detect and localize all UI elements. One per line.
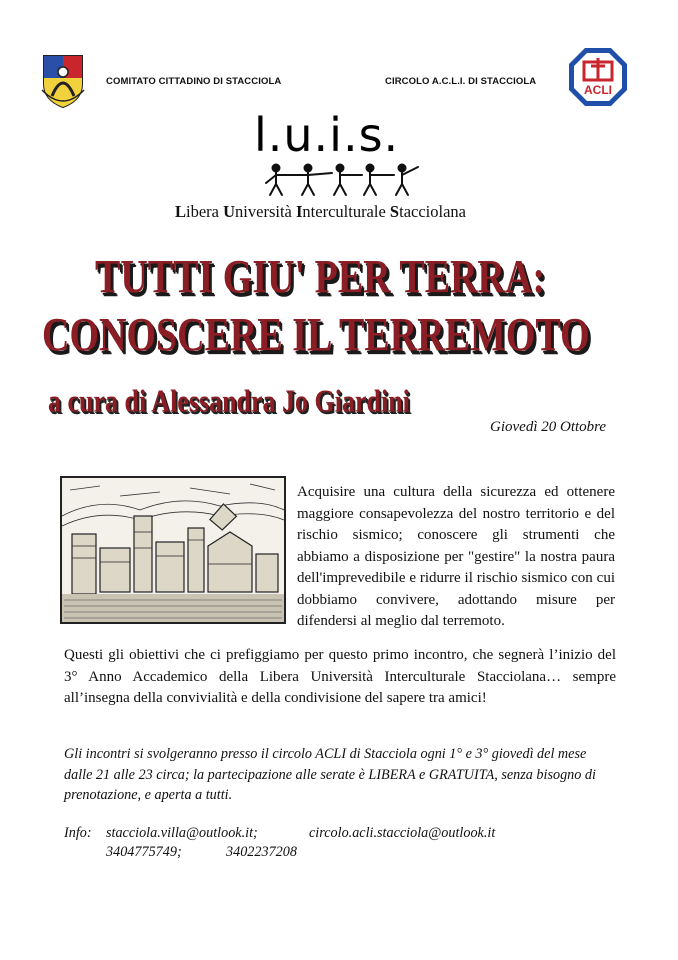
stick-figures-graphic xyxy=(262,163,432,197)
speaker-credit: a cura di Alessandra Jo Giardini xyxy=(48,384,410,419)
email-stacciola-villa[interactable]: stacciola.villa@outlook.it; xyxy=(106,825,258,841)
acli-logo-text: ACLI xyxy=(584,83,612,97)
schedule-paragraph: Gli incontri si svolgeranno presso il circolo ACLI di Stacciola ogni 1° e 3° giovedì del mese dalle 21 alle 23 circa; la partecipazione alle serate è LIBERA e GRATUITA, senza bisogno di prenotazione, e aperta a tutti. xyxy=(64,746,596,803)
event-title-line-1: TUTTI GIU' PER TERRA: xyxy=(95,251,546,304)
goals-paragraph: Questi gli obiettivi che ci prefiggiamo per questo primo incontro, che segnerà l’inizio del 3° Anno Accademico della Libera Università Interculturale Stacciolana… sempre all’insegna della convivialità e della condivisione del sapere tra amici! xyxy=(64,647,616,706)
left-organization: COMITATO CITTADINO DI STACCIOLA xyxy=(106,76,282,87)
university-full-name: Libera Università Interculturale Stacciolana xyxy=(175,202,466,221)
info-block xyxy=(64,824,624,862)
info-label: Info: xyxy=(64,825,92,841)
luis-logo-text: l.u.i.s. xyxy=(254,108,400,162)
acli-logo xyxy=(567,46,629,108)
phone-1: 3404775749; xyxy=(106,844,182,860)
comitato-crest-logo xyxy=(38,50,88,110)
right-organization: CIRCOLO A.C.L.I. DI STACCIOLA xyxy=(385,76,537,87)
event-title-line-2: CONOSCERE IL TERREMOTO xyxy=(42,309,590,362)
intro-paragraph: Acquisire una cultura della sicurezza ed ottenere maggiore consapevolezza del nostro territorio e del rischio sismico; conoscere gli strumenti che abbiamo a disposizione per "gestire" la nostra paura dell'imprevedibile e ridurre il rischio sismico con cui dobbiamo convivere, adottando misure per difendersi al meglio dal terremoto. xyxy=(297,484,615,629)
phone-2: 3402237208 xyxy=(226,844,297,860)
earthquake-woodcut-illustration xyxy=(60,476,286,624)
event-date: Giovedì 20 Ottobre xyxy=(490,419,607,435)
email-circolo-acli[interactable]: circolo.acli.stacciola@outlook.it xyxy=(309,825,496,841)
